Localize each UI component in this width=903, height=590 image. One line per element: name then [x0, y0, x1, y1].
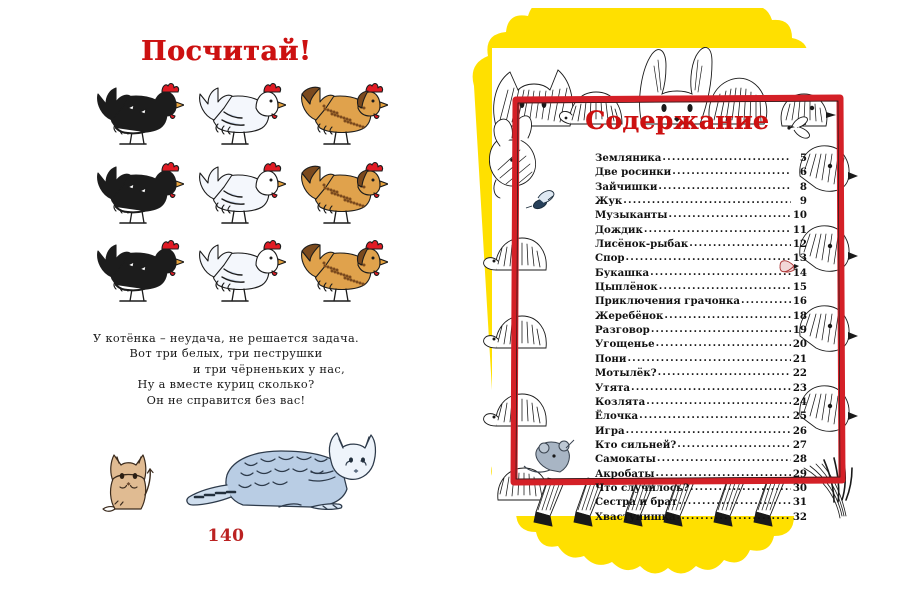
poem-line: и три чёрненьких у нас, — [192, 362, 346, 376]
toc-entry-title: Мотылёк? — [595, 367, 657, 380]
kitten-illustration — [101, 445, 159, 524]
toc-entry-title: Козлята — [595, 395, 646, 408]
toc-entry-title: Игра — [595, 424, 625, 437]
toc-entry-page: 16 — [792, 295, 807, 308]
kitten-icon — [101, 445, 159, 519]
toc-entry-title: Кто сильней? — [595, 438, 677, 451]
toc-entry-title: Цыплёнок — [595, 281, 658, 294]
toc-entry-title: Сестра и брат — [595, 496, 678, 509]
toc-entry-title: Утята — [595, 381, 631, 394]
toc-entry-page: 8 — [799, 180, 807, 193]
toc-entry-page: 25 — [792, 410, 807, 423]
toc-entry-page: 21 — [792, 352, 807, 365]
toc-entry-page: 28 — [792, 453, 807, 466]
hen-black-1 — [88, 78, 190, 157]
right-page — [452, 0, 903, 590]
toc-entry-title: Хвастунишка — [595, 510, 676, 523]
hen-icon — [88, 235, 184, 307]
toc-entry-page: 18 — [792, 309, 807, 322]
toc-entry-page: 19 — [792, 324, 807, 337]
toc-entry-page: 27 — [792, 438, 807, 451]
toc-entry-title: Земляника — [595, 152, 662, 164]
cat-illustrations — [95, 412, 385, 524]
hen-illustration-grid — [88, 78, 394, 314]
toc-entry-title: Лисёнок-рыбак — [595, 238, 689, 251]
toc-entry-title: Разговор — [595, 324, 650, 337]
toc-entry-title: Спор — [595, 252, 625, 265]
toc-entry-title: Две росинки — [595, 166, 672, 179]
hen-icon — [292, 235, 388, 307]
poem-text — [0, 331, 452, 408]
hen-icon — [292, 78, 388, 150]
hen-white-1 — [190, 78, 292, 157]
toc-entry-title: Зайчишки — [595, 180, 658, 193]
hen-black-2 — [88, 157, 190, 236]
hen-icon — [190, 157, 286, 229]
hen-speckled-2 — [292, 157, 394, 236]
toc-entry-title: Самокаты — [595, 453, 656, 466]
toc-entry-page: 6 — [799, 166, 807, 179]
hen-white-3 — [190, 235, 292, 314]
hen-speckled-1 — [292, 78, 394, 157]
toc-entry-title: Приключения грачонка — [595, 295, 740, 308]
toc-entry-title: Букашка — [595, 266, 650, 279]
poem-line: У котёнка – неудача, не решается задача. — [93, 332, 359, 345]
toc-entry-page: 14 — [792, 266, 807, 279]
toc-entry-title: Угощенье — [595, 338, 655, 351]
page-title: Посчитай! — [140, 36, 312, 67]
toc-decorative-frame — [452, 8, 903, 580]
toc-heading: Содержание — [585, 106, 769, 135]
page-number: 140 — [207, 526, 245, 546]
hen-icon — [88, 157, 184, 229]
toc-entry-page: 24 — [792, 395, 807, 408]
toc-entry-title: Жук — [595, 195, 623, 208]
toc-entry-page: 12 — [792, 238, 807, 251]
toc-entry-page: 31 — [792, 496, 807, 509]
hen-black-3 — [88, 235, 190, 314]
toc-entry-title: Акробаты — [595, 467, 655, 480]
poem-line: Ну а вместе куриц сколько? — [137, 378, 315, 392]
toc-entry-page: 26 — [792, 424, 807, 437]
toc-entry-page: 23 — [792, 381, 807, 394]
hen-speckled-3 — [292, 235, 394, 314]
cat-icon — [183, 427, 381, 519]
hen-white-2 — [190, 157, 292, 236]
toc-entry-title: Что случилось? — [595, 481, 689, 494]
poem-line: Он не справится без вас! — [146, 393, 306, 407]
toc-entry-title: Жеребёнок — [595, 309, 664, 322]
toc-entry-page: 10 — [792, 209, 807, 222]
toc-entry-page: 30 — [792, 481, 807, 494]
hen-icon — [190, 235, 286, 307]
big-cat-illustration — [183, 427, 381, 524]
toc-entry-title: Музыканты — [595, 209, 668, 222]
hen-icon — [292, 157, 388, 229]
toc-entry-page: 20 — [792, 338, 807, 351]
toc-entry-page: 5 — [799, 152, 807, 164]
toc-entry-page: 13 — [792, 252, 807, 265]
hen-icon — [88, 78, 184, 150]
toc-entry-title: Ёлочка — [595, 410, 639, 423]
toc-entry-page: 11 — [792, 223, 807, 236]
poem-line: Вот три белых, три пеструшки — [129, 347, 323, 361]
toc-entry-page: 22 — [792, 367, 807, 380]
toc-entry-page: 29 — [792, 467, 807, 480]
toc-entry-title: Пони — [595, 352, 627, 365]
toc-entry-page: 32 — [792, 510, 807, 523]
toc-entry-page: 15 — [792, 281, 807, 294]
toc-entry-title: Дождик — [595, 223, 643, 236]
hen-icon — [190, 78, 286, 150]
toc-entry-page: 9 — [799, 195, 807, 208]
